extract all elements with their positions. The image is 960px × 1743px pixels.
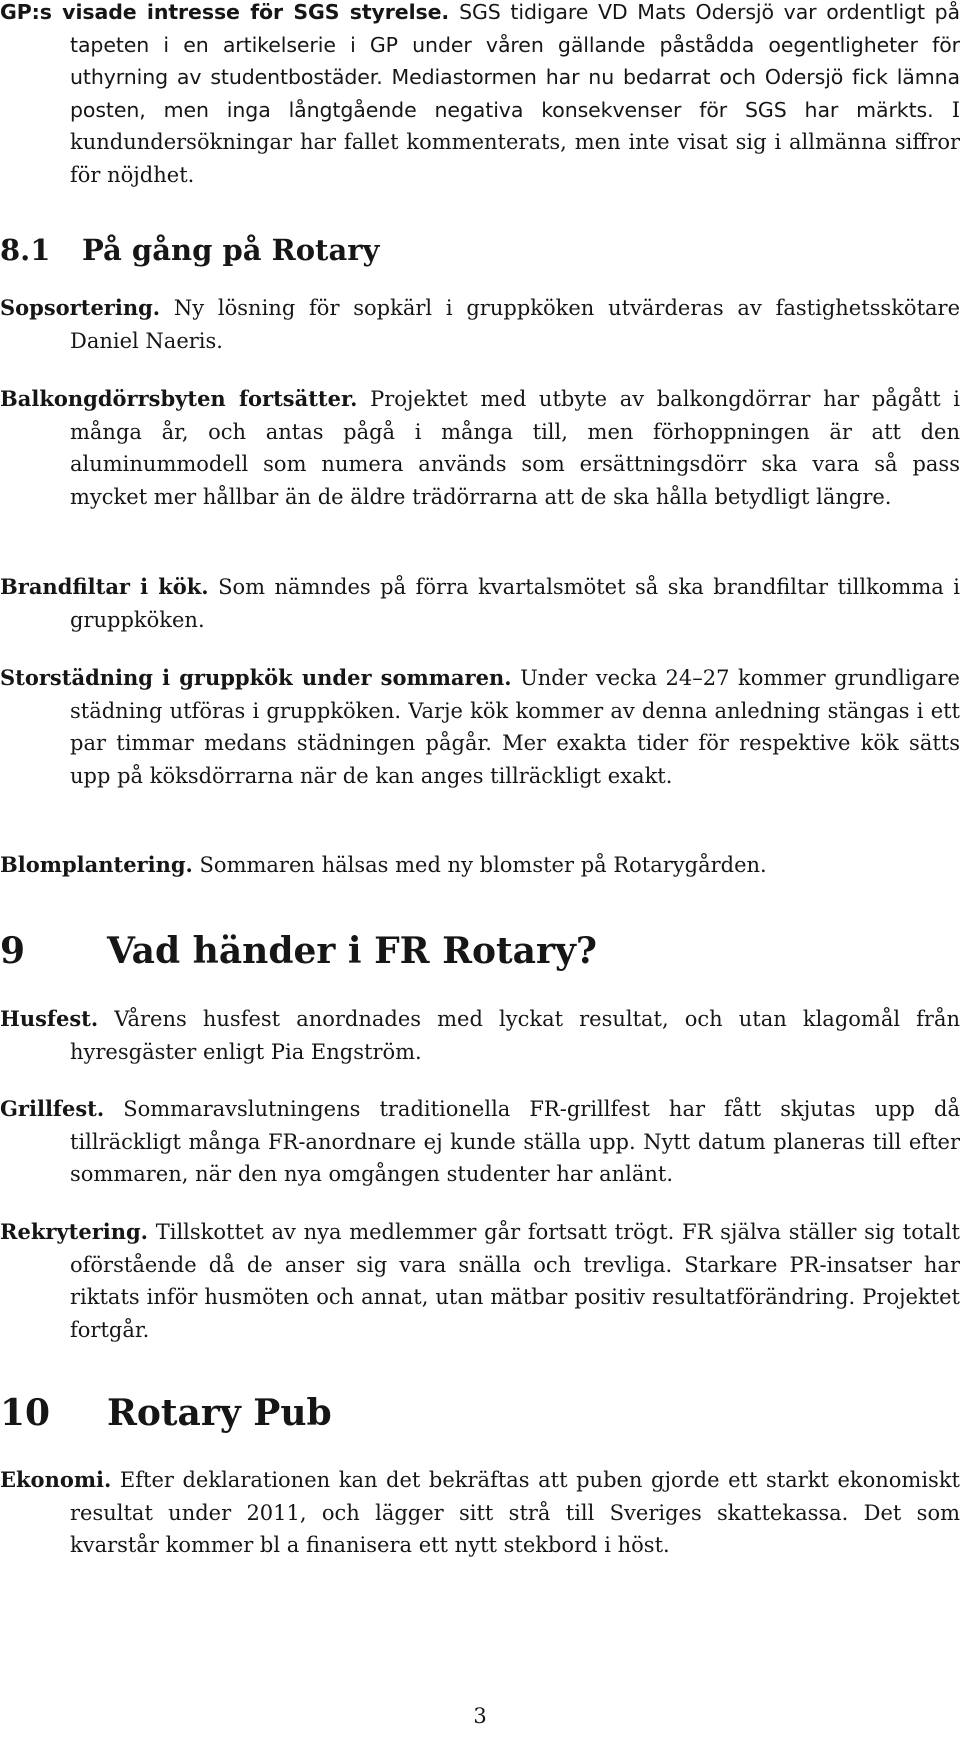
section-heading-9 <box>0 929 597 973</box>
section-number: 9 <box>0 930 26 972</box>
paragraph-text: Som nämndes på förra kvartalsmötet så ska brandfiltar tillkomma i gruppköken. <box>70 575 960 632</box>
paragraph-text: Sommaravslutningens traditionella FR-grillfest har fått skjutas upp då tillräckligt många FR-anordnare ej kunde ställa upp. Nytt datum planeras till efter sommaren, när den nya omgången studenter har anlänt. <box>70 1097 960 1186</box>
paragraph-rekrytering <box>0 1216 960 1346</box>
paragraph-lead: Balkongdörrsbyten fortsätter. <box>0 386 358 411</box>
paragraph-blomplantering <box>0 849 960 882</box>
paragraph-text: Sommaren hälsas med ny blomster på Rotarygården. <box>199 853 767 877</box>
paragraph-sopsortering <box>0 292 960 357</box>
paragraph-text: Ny lösning för sopkärl i gruppköken utvärderas av fastighetsskötare Daniel Naeris. <box>70 296 960 353</box>
paragraph-text: SGS tidigare VD Mats Odersjö var ordentligt på tapeten i en artikelserie i GP under våren gällande påstådda oegentligheter för uthyrning av studentbostäder. Mediastormen har nu bedarrat och Odersjö fick lämna posten, men inga långtgående negativa konsekvenser för SGS har märkts. <box>70 0 960 122</box>
subsection-number: 8.1 <box>0 233 51 267</box>
paragraph-grillfest <box>0 1093 960 1191</box>
paragraph-text: Tillskottet av nya medlemmer går fortsatt trögt. FR själva ställer sig totalt oförstående då de anser sig vara snälla och trevliga. Starkare PR-insatser har riktats inför husmöten och annat, utan mätbar positiv resultatförändring. Projektet fortgår. <box>70 1220 960 1342</box>
paragraph-ekonomi <box>0 1464 960 1562</box>
paragraph-text: Efter deklarationen kan det bekräftas att puben gjorde ett starkt ekonomiskt resultat under 2011, och lägger sitt strå till Sveriges skattekassa. Det som kvarstår kommer bl a finanisera ett nytt stekbord i höst. <box>70 1468 960 1557</box>
paragraph-husfest <box>0 1003 960 1068</box>
subsection-heading <box>0 232 379 268</box>
paragraph-lead: GP:s visade intresse för SGS styrelse. <box>0 0 450 24</box>
paragraph-lead: Storstädning i gruppkök under sommaren. <box>0 665 512 690</box>
paragraph-lead: Brandfiltar i kök. <box>0 574 209 599</box>
paragraph-balkongdorrar <box>0 383 960 513</box>
section-heading-10 <box>0 1391 332 1435</box>
page-number: 3 <box>473 1704 487 1728</box>
paragraph-lead: Ekonomi. <box>0 1467 112 1492</box>
paragraph-text: Under vecka 24–27 kommer grundligare städning utföras i gruppköken. Varje kök kommer av denna anledning stängas i ett par timmar medans städningen pågår. Mer exakta tider för respektive kök sätts upp på köksdörrarna när de kan anges tillräckligt exakt. <box>70 666 960 788</box>
paragraph-text: Projektet med utbyte av balkongdörrar har pågått i många år, och antas pågå i många till, men förhoppningen är att den aluminummodell som numera används som ersättningsdörr ska vara så pass mycket mer hållbar än de äldre trädörrarna att de ska hålla betydligt längre. <box>70 387 960 509</box>
paragraph-lead: Sopsortering. <box>0 295 161 320</box>
paragraph-text: Vårens husfest anordnades med lyckat resultat, och utan klagomål från hyresgäster enligt Pia Engström. <box>70 1007 960 1064</box>
paragraph-brandfiltar <box>0 571 960 636</box>
section-title: Vad händer i FR Rotary? <box>107 930 597 972</box>
paragraph-lead: Blomplantering. <box>0 852 193 877</box>
paragraph-lead: Rekrytering. <box>0 1219 148 1244</box>
paragraph-lead: Husfest. <box>0 1006 99 1031</box>
paragraph-storstadning <box>0 662 960 792</box>
paragraph-text-serif: I kundundersökningar har fallet kommenterats, men inte visat sig i allmänna siffror för nöjdhet. <box>70 97 960 187</box>
paragraph-lead: Grillfest. <box>0 1096 105 1121</box>
section-number: 10 <box>0 1392 51 1434</box>
paragraph-gp-interest <box>0 0 960 191</box>
subsection-title: På gång på Rotary <box>82 233 380 267</box>
section-title: Rotary Pub <box>107 1392 332 1434</box>
